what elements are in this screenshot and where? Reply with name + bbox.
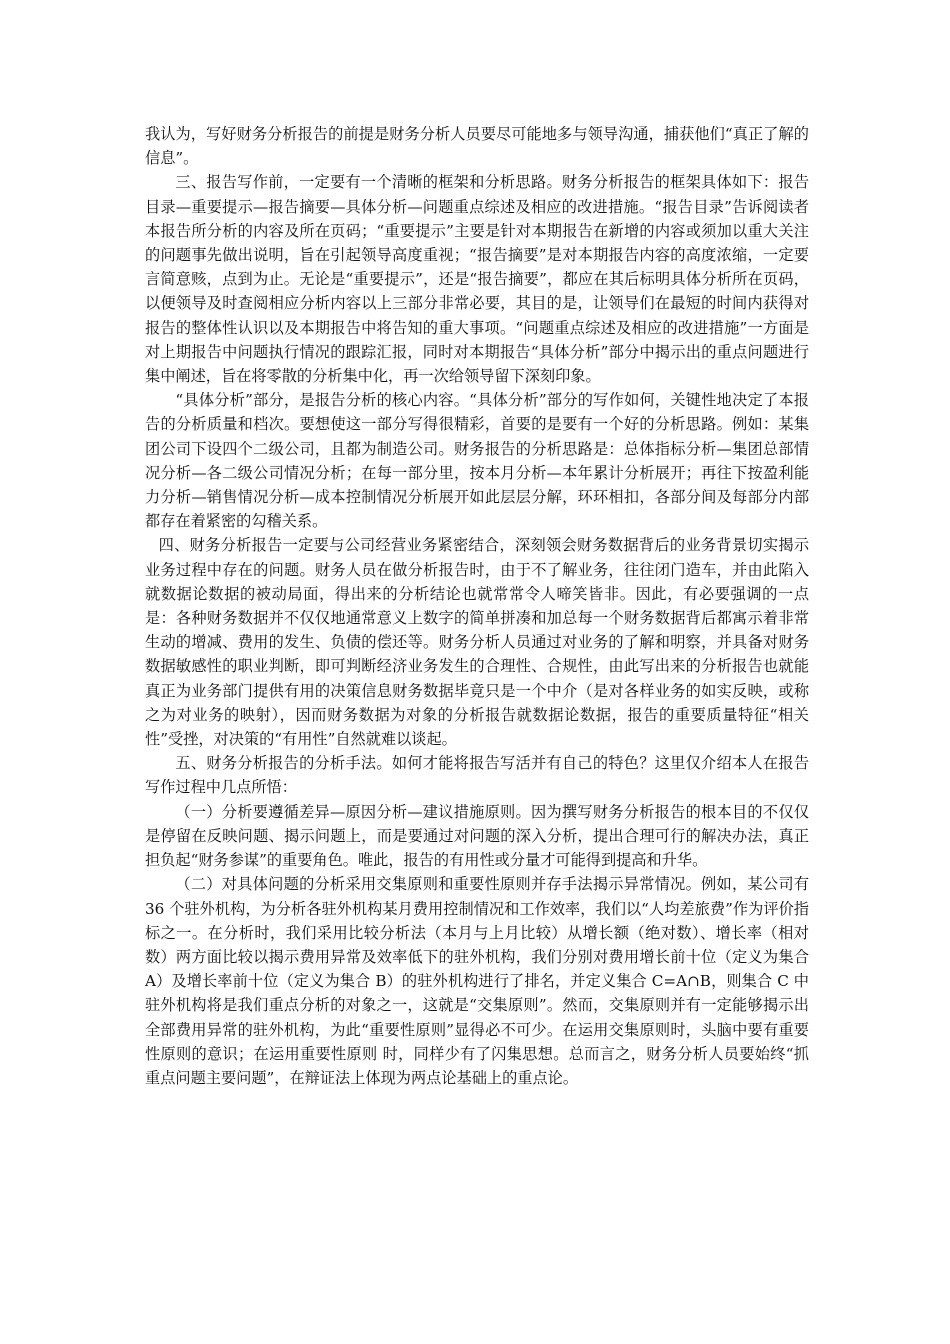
paragraph-continuation: 我认为，写好财务分析报告的前提是财务分析人员要尽可能地多与领导沟通，捕获他们“真正了解的信息”。	[145, 125, 809, 168]
paragraph-subsection-2: （二）对具体问题的分析采用交集原则和重要性原则并存手法揭示异常情况。例如，某公司有 36 个驻外机构，为分析各驻外机构某月费用控制情况和工作效率，我们以“人均差旅费”作为评价指标之一。在分析时，我们采用比较分析法（本月与上月比较）从增长额（绝对数）、增长率（相对数）两方面比较以揭示费用异常及效率低下的驻外机构，我们分别对费用增长前十位（定义为集合 A）及增长率前十位（定义为集合 B）的驻外机构进行了排名，并定义集合 C=A∩B，则集合 C 中驻外机构将是我们重点分析的对象之一，这就是“交集原则”。然而，交集原则并有一定能够揭示出全部费用异常的驻外机构，为此“重要性原则”显得必不可少。在运用交集原则时，头脑中要有重要性原则的意识；在运用重要性原则 时，同样少有了闪集思想。总而言之，财务分析人员要始终“抓重点问题主要问题”，在辩证法上体现为两点论基础上的重点论。	[145, 875, 809, 1087]
paragraph-specific-analysis: “具体分析”部分，是报告分析的核心内容。“具体分析”部分的写作如何，关键性地决定了本报告的分析质量和档次。要想使这一部分写得很精彩，首要的是要有一个好的分析思路。例如：某集团公司下设四个二级公司，且都为制造公司。财务报告的分析思路是：总体指标分析—集团总部情况分析—各二级公司情况分析；在每一部分里，按本月分析—本年累计分析展开；再往下按盈利能力分析—销售情况分析—成本控制情况分析展开如此层层分解，环环相扣，各部分间及每部分内部都存在着紧密的勾稽关系。	[145, 391, 809, 531]
paragraph-subsection-1: （一）分析要遵循差异—原因分析—建议措施原则。因为撰写财务分析报告的根本目的不仅仅是停留在反映问题、揭示问题上，而是要通过对问题的深入分析，提出合理可行的解决办法，真正担负起“财务参谋”的重要角色。唯此，报告的有用性或分量才可能得到提高和升华。	[145, 802, 809, 870]
document-body	[145, 122, 809, 1090]
paragraph-section-4: 四、财务分析报告一定要与公司经营业务紧密结合，深刻领会财务数据背后的业务背景切实揭示业务过程中存在的问题。财务人员在做分析报告时，由于不了解业务，往往闭门造车，并由此陷入就数据论数据的被动局面，得出来的分析结论也就常常令人啼笑皆非。因此，有必要强调的一点是：各种财务数据并不仅仅地通常意义上数字的简单拼凑和加总每一个财务数据背后都寓示着非常生动的增减、费用的发生、负债的偿还等。财务分析人员通过对业务的了解和明察，并具备对财务数据敏感性的职业判断，即可判断经济业务发生的合理性、合规性，由此写出来的分析报告也就能真正为业务部门提供有用的决策信息财务数据毕竟只是一个中介（是对各样业务的如实反映，或称之为对业务的映射），因而财务数据为对象的分析报告就数据论数据，报告的重要质量特征“相关性”受挫，对决策的“有用性”自然就难以谈起。	[145, 536, 809, 749]
paragraph-section-3: 三、报告写作前，一定要有一个清晰的框架和分析思路。财务分析报告的框架具体如下：报告目录—重要提示—报告摘要—具体分析—问题重点综述及相应的改进措施。“报告目录”告诉阅读者本报告所分析的内容及所在页码；“重要提示”主要是针对本期报告在新增的内容或须加以重大关注的问题事先做出说明，旨在引起领导高度重视；“报告摘要”是对本期报告内容的高度浓缩，一定要言简意赅，点到为止。无论是“重要提示”，还是“报告摘要”，都应在其后标明具体分析所在页码，以便领导及时查阅相应分析内容以上三部分非常必要，其目的是，让领导们在最短的时间内获得对报告的整体性认识以及本期报告中将告知的重大事项。“问题重点综述及相应的改进措施”一方面是对上期报告中问题执行情况的跟踪汇报，同时对本期报告“具体分析”部分中揭示出的重点问题进行集中阐述，旨在将零散的分析集中化，再一次给领导留下深刻印象。	[145, 173, 809, 386]
paragraph-section-5: 五、财务分析报告的分析手法。如何才能将报告写活并有自己的特色？这里仅介绍本人在报告写作过程中几点所悟：	[145, 754, 809, 797]
